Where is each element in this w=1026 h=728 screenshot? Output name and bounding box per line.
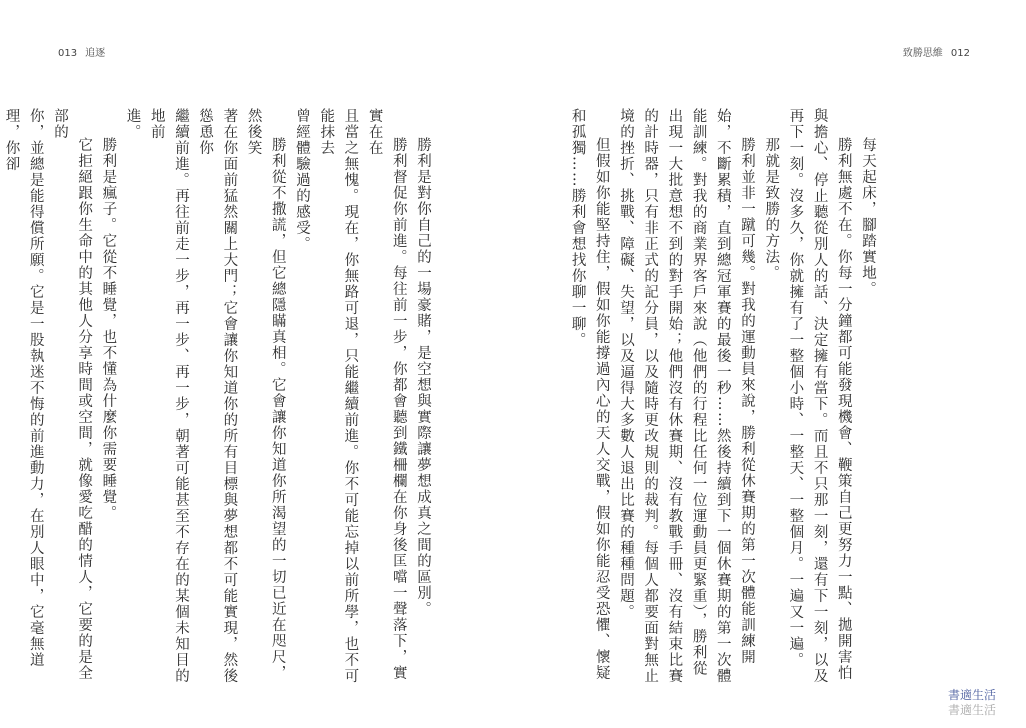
watermark-line-2: 書適生活 (947, 703, 996, 717)
paragraph: 繼續前進。再往前走一步，再一步、再一步，朝著可能甚至不存在的某個未知目的地前 (148, 108, 189, 684)
paragraph: 勝利是對你自己的一場豪賭，是空想與實際讓夢想成真之間的區別。 (415, 137, 431, 617)
right-running-head (895, 44, 970, 59)
right-page (513, 0, 1026, 728)
paragraph: 勝利督促你前進。每往前一步，你都會聽到鐵柵欄在你身後匡噹一聲落下，實實在在 (366, 108, 407, 681)
paragraph: 勝利無處不在。你每一分鐘都可能發現機會、鞭策自己更努力一點、拋開害怕與擔心、停止聽從別人的話、決定擁有當下。而且不只那一刻，還有下一刻，以及再下一刻。沒多久，你就擁有了一整個小時、一整天、一整個月。一遍又一遍。 (787, 108, 852, 684)
right-page-number: 012 (950, 48, 970, 59)
paragraph: 它拒絕跟你生命中的其他人分享時間或空間，就像愛吃醋的情人，它要的是全部的 (51, 108, 93, 681)
paragraph: 勝利從不撒謊，但它總隱瞞真相。它會讓你知道你所渴望的一切已近在咫尺，然後笑 (245, 108, 286, 681)
paragraph: 那就是致勝的方法。 (763, 137, 780, 281)
paragraph: 勝利是瘋子。它從不睡覺，也不懂為什麼你需要睡覺。 (100, 137, 117, 521)
right-book-title: 致勝思維 (902, 48, 943, 59)
paragraph: 你，並總是能得償所願。它是一股執迷不悔的前進動力，在別人眼中，它毫無道理，你卻 (3, 108, 44, 668)
paragraph: 但假如你能堅持住，假如你能撐過內心的天人交戰，假如你能忍受恐懼、懷疑和孤獨……勝利會想找你聊一聊。 (569, 108, 610, 681)
paragraph: 勝利並非一蹴可幾。對我的運動員來說，勝利從休賽期的第一次體能訓練開始，不斷累積，直到總冠軍賽的最後一秒……然後持續到下一個休賽期的第一次體能訓練。對我的商業界客戶來說（他們的行程比任何一位運動員更緊重），勝利從出現一大批意想不到的對手開始；他們沒有休賽期、沒有教戰手冊、沒有結束比賽的計時器，只有非正式的記分員，以及隨時更改規則的裁判。每個人都要面對無止境的挫折、挑戰、障礙、失望，以及逼得大多數人退出比賽的種種問題。 (617, 108, 755, 684)
watermark-line-1: 書適生活 (947, 688, 996, 702)
right-body-text (520, 108, 880, 688)
paragraph: 每天起床，腳踏實地。 (860, 137, 876, 297)
paragraph: 且當之無愧。現在，你無路可退，只能繼續前進。你不可能忘掉以前所學，也不可能抹去 (318, 108, 359, 684)
left-body-text (3, 108, 435, 688)
paragraph: 曾經體驗過的感受。 (293, 108, 310, 252)
paragraph: 進。 (124, 108, 141, 140)
left-chapter-title: 追逐 (85, 48, 106, 59)
watermark-logo (948, 688, 996, 718)
paragraph: 著在你面前猛然關上大門；它會讓你知道你的所有目標與夢想都不可能實現，然後慫恿你 (197, 108, 238, 684)
left-page-number: 013 (58, 48, 78, 59)
left-running-head (58, 44, 113, 59)
